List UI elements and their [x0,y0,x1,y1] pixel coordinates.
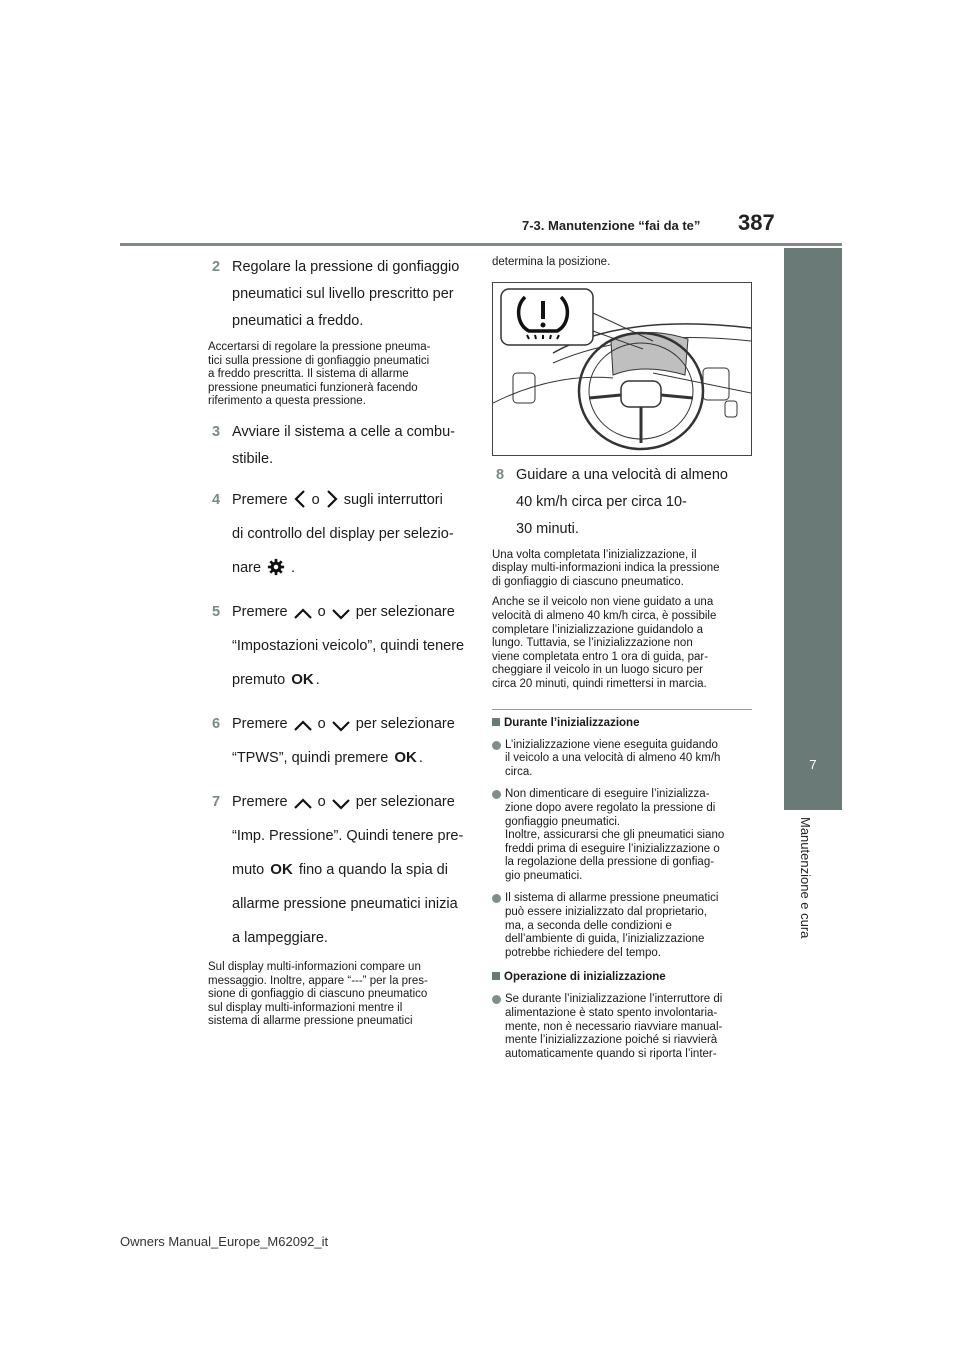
step-text: pneumatici sul livello prescritto per [232,286,454,302]
bullet-dot-icon [492,790,501,799]
bullet-dot-icon [492,894,501,903]
note-line: velocità di almeno 40 km/h circa, è possibile [492,609,717,622]
note-line: Accertarsi di regolare la pressione pneuma- [208,341,431,353]
note-line: messaggio. Inoltre, appare “---” per la pres- [208,974,428,987]
step-text: Premere [232,793,288,810]
section-heading [492,970,752,984]
bullet-line: dell’ambiente di guida, l’inizializzazione [505,933,705,946]
step-text: Regolare la pressione di gonfiaggio [232,259,460,275]
bullet-line: Inoltre, assicurarsi che gli pneumatici siano [505,829,725,842]
bullet-line: freddi prima di eseguire l’inizializzazione o [505,842,720,855]
note-paragraph [208,341,468,409]
bullet-line: ma, a seconda delle condizioni e [505,919,672,932]
step-2 [208,254,468,335]
step-number: 6 [212,715,221,732]
note-line: sistema di allarme pressione pneumatici [208,1015,413,1028]
step-3 [208,419,468,473]
bullet-item [492,788,752,883]
step-text: sugli interruttori [343,491,443,508]
note-paragraph [208,961,468,1029]
chapter-number: 7 [809,757,817,772]
step-text: . [315,671,320,688]
ok-icon: OK [291,670,314,688]
note-line: riferimento a questa pressione. [208,395,366,408]
step-number: 7 [212,793,221,810]
ok-icon: OK [394,748,417,766]
note-paragraph [492,256,752,270]
chapter-label: Manutenzione e cura [798,817,813,939]
step-6 [208,707,468,775]
note-line: viene completata entro 1 ora di guida, par- [492,650,709,663]
bullet-line: mente l’inizializzazione poiché si riavvierà [505,1034,718,1047]
bullet-line: L’inizializzazione viene eseguita guidando [505,738,718,751]
step-text: nare [232,559,262,576]
square-bullet-icon [492,972,500,980]
note-line: sione di gonfiaggio di ciascuno pneumatico [208,988,428,1001]
bullet-line: Il sistema di allarme pressione pneumatici [505,892,719,905]
note-line: Anche se il veicolo non viene guidato a una [492,596,714,609]
bullet-line: zione dopo avere regolato la pressione di [505,801,716,814]
step-line [232,595,468,629]
note-line: a freddo prescritta. Il sistema di allarme [208,368,409,381]
step-line [232,785,468,819]
bullet-line: Se durante l’inizializzazione l’interruttore di [505,993,723,1006]
note-line: circa 20 minuti, quindi rimettersi in marcia. [492,677,707,690]
step-text: di controllo del display per selezio- [232,525,454,542]
note-line: tici sulla pressione di gonfiaggio pneumatici [208,354,430,367]
step-line [232,741,468,775]
bullet-item [492,892,752,960]
bullet-line: il veicolo a una velocità di almeno 40 km/h [505,752,721,765]
note-line: lungo. Tuttavia, se l’inizializzazione non [492,637,693,650]
step-line [232,707,468,741]
step-text: Premere [232,491,288,508]
chevron-down-icon [332,608,350,620]
chevron-up-icon [294,608,312,620]
right-column [492,254,752,1061]
step-line [232,663,468,697]
ok-icon: OK [270,860,293,878]
step-text: pneumatici a freddo. [232,313,364,329]
left-column [208,254,468,1029]
section-title: 7-3. Manutenzione “fai da te” [522,218,701,233]
step-text: per selezionare [355,603,455,620]
note-paragraph [492,596,752,691]
bullet-line: gonfiaggio pneumatici. [505,815,621,828]
step-text: o [311,491,320,508]
note-line: sul display multi-informazioni mentre il [208,1001,403,1014]
bullet-line: può essere inizializzato dal proprietario, [505,906,707,919]
bullet-item [492,739,752,780]
bullet-line: Non dimenticare di eseguire l’inizializza- [505,788,710,801]
step-text: allarme pressione pneumatici inizia [232,895,458,912]
step-text: 40 km/h circa per circa 10- [516,493,687,510]
step-text: “Impostazioni veicolo”, quindi tenere [232,637,465,654]
bullet-line: gio pneumatici. [505,869,583,882]
note-line: Sul display multi-informazioni compare un [208,960,421,973]
bullet-line: mente, non è necessario riavviare manual- [505,1020,723,1033]
chevron-right-icon [326,490,338,508]
step-text: fino a quando la spia di [298,861,448,878]
chapter-tab [784,248,842,810]
step-text: premuto [232,671,286,688]
chevron-left-icon [294,490,306,508]
step-text: muto [232,861,265,878]
bullet-dot-icon [492,741,501,750]
step-text: “TPWS”, quindi premere [232,749,389,766]
note-line: Una volta completata l’inizializzazione, il [492,548,697,561]
step-text: Premere [232,715,288,732]
note-line: determina la posizione. [492,256,611,268]
note-line: cheggiare il veicolo in un luogo sicuro per [492,664,703,677]
section-heading-text: Operazione di inizializzazione [504,971,666,984]
square-bullet-icon [492,718,500,726]
footer-text: Owners Manual_Europe_M62092_it [120,1234,329,1249]
step-number: 4 [212,491,221,508]
chevron-up-icon [294,798,312,810]
step-text: . [418,749,423,766]
bullet-line: circa. [505,765,533,778]
step-8 [492,462,752,543]
step-7 [208,785,468,955]
chevron-down-icon [332,720,350,732]
bullet-line: alimentazione è stato spento involontaria- [505,1007,718,1020]
step-text: Guidare a una velocità di almeno [516,466,728,483]
step-number: 8 [496,466,505,483]
header-rule [120,243,842,246]
settings-gear-icon [267,558,285,576]
note-line: pressione pneumatici funzionerà facendo [208,381,418,394]
step-text: stibile. [232,450,274,467]
bullet-line: la regolazione della pressione di gonfiag- [505,856,715,869]
step-text: 30 minuti. [516,520,579,537]
step-text: a lampeggiare. [232,929,328,946]
step-text: per selezionare [355,793,455,810]
step-text: Avviare il sistema a celle a combu- [232,423,455,440]
step-text: “Imp. Pressione”. Quindi tenere pre- [232,827,464,844]
step-line [232,483,468,517]
step-number: 2 [212,259,221,275]
note-paragraph [492,549,752,590]
step-line [232,551,468,585]
dashboard-drawing [493,283,751,455]
step-text: per selezionare [355,715,455,732]
section-heading-text: Durante l’inizializzazione [504,716,640,729]
step-text: o [317,793,326,810]
page-number: 387 [738,210,775,235]
bullet-line: potrebbe richiedere del tempo. [505,946,661,959]
bullet-item [492,993,752,1061]
step-number: 5 [212,603,221,620]
bullet-dot-icon [492,995,501,1004]
note-line: completare l’inizializzazione guidandolo a [492,623,703,636]
note-line: display multi-informazioni indica la pressione [492,562,720,575]
note-line: di gonfiaggio di ciascuno pneumatico. [492,575,684,588]
step-number: 3 [212,423,221,440]
section-divider [492,709,752,710]
step-5 [208,595,468,697]
step-text: Premere [232,603,288,620]
bullet-line: automaticamente quando si riporta l’inter- [505,1047,717,1060]
step-text: . [291,559,296,576]
step-line [232,853,468,887]
chevron-up-icon [294,720,312,732]
section-heading [492,716,752,730]
step-text: o [317,603,326,620]
chevron-down-icon [332,798,350,810]
step-text: o [317,715,326,732]
dashboard-illustration [492,282,752,456]
step-4 [208,483,468,585]
